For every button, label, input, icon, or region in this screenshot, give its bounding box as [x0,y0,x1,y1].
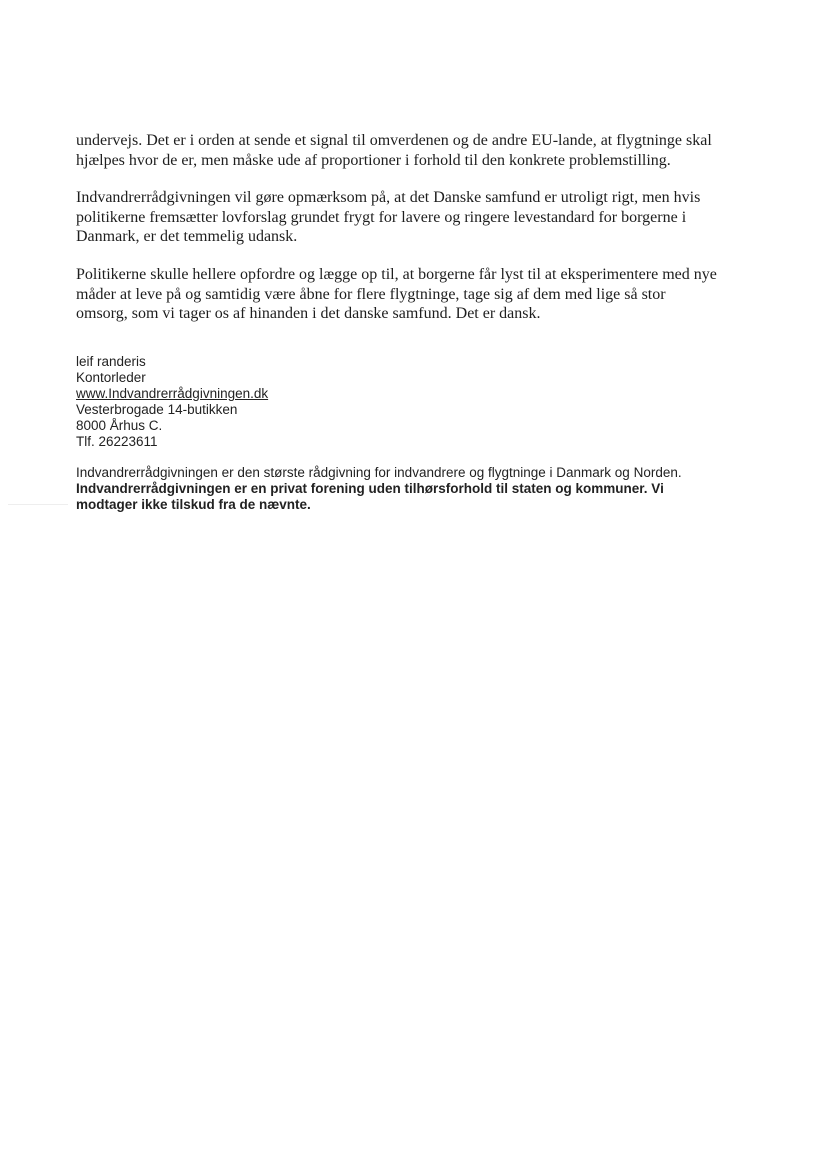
signature-street: Vesterbrogade 14-butikken [76,402,238,417]
footer-bold-note: Indvandrerrådgivningen er en privat forening uden tilhørsforhold til staten og kommuner. Vi modtager ikke tilskud fra de nævnte. [76,481,664,512]
scan-artifact-line [8,504,68,505]
signature-phone: Tlf. 26223611 [76,434,158,449]
signature-website-link[interactable]: www.Indvandrerrådgivningen.dk [76,386,269,401]
signature-name: leif randeris [76,354,146,369]
letter-paragraph-3: Politikerne skulle hellere opfordre og lægge op til, at borgerne får lyst til at eksperimentere med nye måder at leve på og samtidig være åbne for flere flygtninge, tage sig af dem med lige så stor omsorg, som vi tager os af hinanden i det danske samfund. Det er dansk. [76,266,717,322]
letter-paragraph-2: Indvandrerrådgivningen vil gøre opmærksom på, at det Danske samfund er utroligt rigt, men hvis politikerne fremsætter lovforslag grundet frygt for lavere og ringere levestandard for borgerne i Danmark, er det temmelig udansk. [76,189,701,245]
letter-paragraph-1: undervejs. Det er i orden at sende et signal til omverdenen og de andre EU-lande, at flygtninge skal hjælpes hvor de er, men måske ude af proportioner i forhold til den konkrete problemstilling. [76,132,712,169]
signature-title: Kontorleder [76,370,146,385]
signature-city: 8000 Århus C. [76,418,163,433]
footer-description: Indvandrerrådgivningen er den største rådgivning for indvandrere og flygtninge i Danmark og Norden. [76,465,682,480]
